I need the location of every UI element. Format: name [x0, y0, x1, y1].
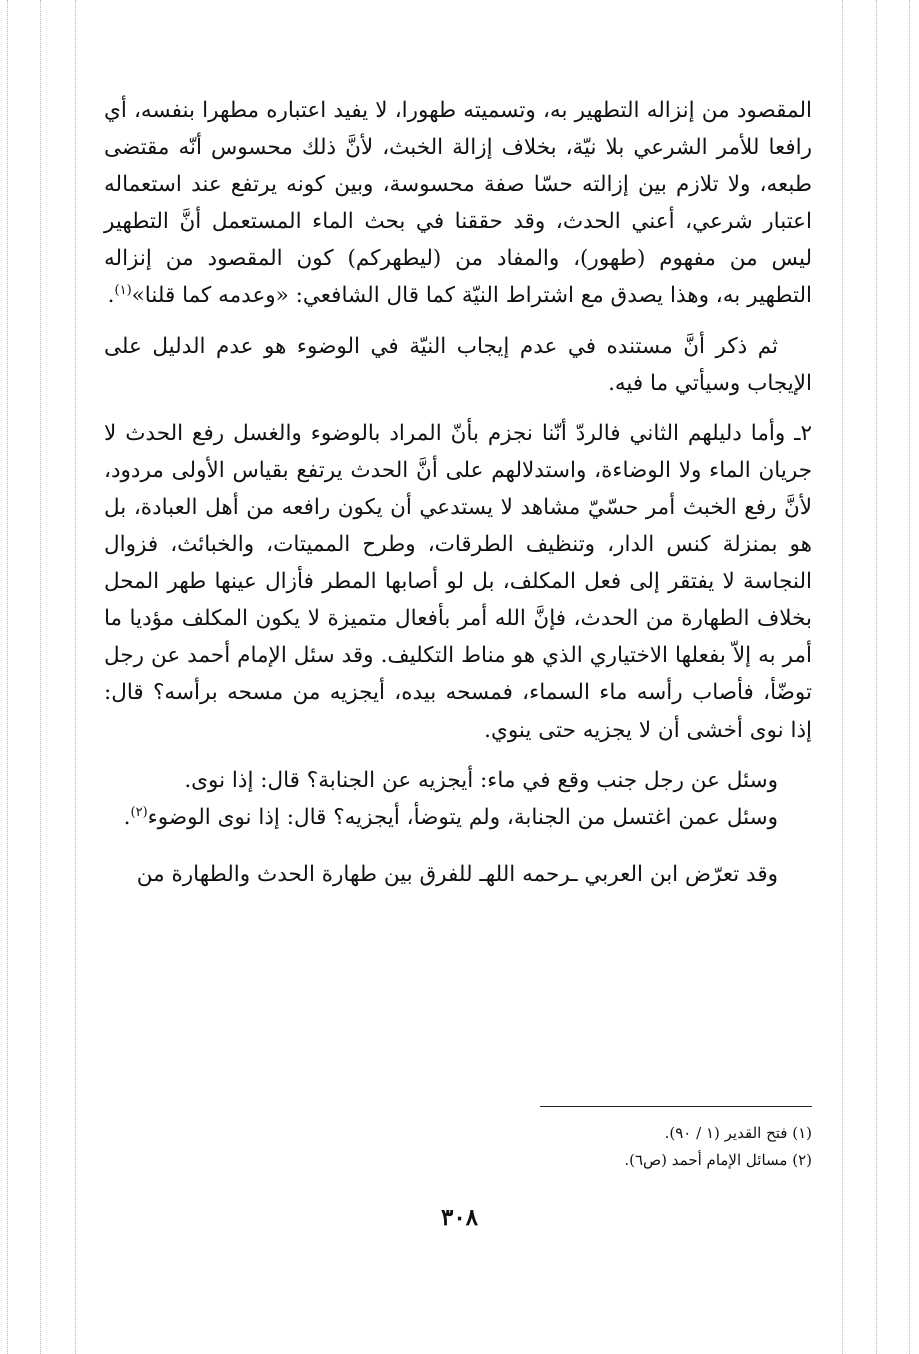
page-number: ٣٠٨: [440, 1204, 479, 1231]
sentence-end: .: [123, 804, 131, 830]
page-guide-line: [75, 0, 76, 1354]
footnote-1: (١) فتح القدير (١ / ٩٠).: [664, 1124, 812, 1142]
footnote-separator: [540, 1106, 812, 1107]
paragraph-text: المقصود من إنزاله التطهير به، وتسميته طهورا، لا يفيد اعتباره مطهرا بنفسه، أي رافعا للأمر الشرعي بلا نيّة، بخلاف إزالة الخبث، لأنَّ ذلك محسوس أنّه مقتضى طبعه، ولا تلازم بين إزالته حسّا صفة محسوسة، وبين كونه يرتفع عند استعماله اعتبار شرعي، أعني الحدث، وقد حققنا في بحث الماء المستعمل أنَّ التطهير ليس من مفهوم (طهور)، والمفاد من (ليطهركم) كون المقصود من إنزاله التطهير به، وهذا يصدق مع اشتراط النيّة كما قال الشافعي: «وعدمه كما قلنا»: [104, 98, 812, 309]
paragraph-text: وسئل عمن اغتسل من الجنابة، ولم يتوضأ، أيجزيه؟ قال: إذا نوى الوضوء: [147, 804, 778, 830]
paragraph-junub-question: وسئل عن رجل جنب وقع في ماء: أيجزيه عن الجنابة؟ قال: إذا نوى.: [184, 767, 778, 793]
paragraph-ibn-alarabi: وقد تعرّض ابن العربي ـرحمه اللهـ للفرق بين طهارة الحدث والطهارة من: [136, 861, 778, 887]
footnote-marker-2: (٢): [130, 804, 148, 820]
page-guide-line: [7, 0, 8, 1354]
page-guide-line: [876, 0, 877, 1354]
page-guide-line: [40, 0, 41, 1354]
footnote-2: (٢) مسائل الإمام أحمد (ص٦).: [624, 1151, 812, 1169]
sentence-end: .: [107, 283, 115, 309]
footnote-marker-1: (١): [114, 283, 132, 299]
page-body-text: [104, 92, 812, 893]
paragraph-second-argument: ٢ـ وأما دليلهم الثاني فالردّ أنّنا نجزم بأنّ المراد بالوضوء والغسل رفع الحدث لا جريان الماء ولا الوضاءة، واستدلالهم على أنَّ الحدث يرتفع بقياس الأولى مردود، لأنَّ رفع الخبث أمر حسّيّ مشاهد لا يستدعي أن يكون رافعه من أهل العبادة، بل هو بمنزلة كنس الدار، وتنظيف الطرقات، وطرح المميتات، والخبائث، فزوال النجاسة لا يفتقر إلى فعل المكلف، بل لو أصابها المطر فأزال عينها طهر المحل بخلاف الطهارة من الحدث، فإنَّ الله أمر بأفعال متميزة لا يكون المكلف مؤديا ما أمر به إلاّ بفعلها الاختياري الذي هو مناط التكليف. وقد سئل الإمام أحمد عن رجل توضّأ، فأصاب رأسه ماء السماء، فمسحه بيده، أيجزيه من مسحه برأسه؟ قال: إذا نوى أخشى أن لا يجزيه حتى ينوي.: [104, 420, 812, 743]
paragraph-ghusl-question: [104, 799, 812, 836]
paragraph-purification-intent: [104, 92, 812, 315]
page-guide-line: [909, 0, 910, 1354]
paragraph-intent-evidence: ثم ذكر أنَّ مستنده في عدم إيجاب النيّة في الوضوء هو عدم الدليل على الإيجاب وسيأتي ما فيه.: [104, 333, 812, 396]
footnotes: [400, 1120, 812, 1174]
page-guide-line: [842, 0, 843, 1354]
